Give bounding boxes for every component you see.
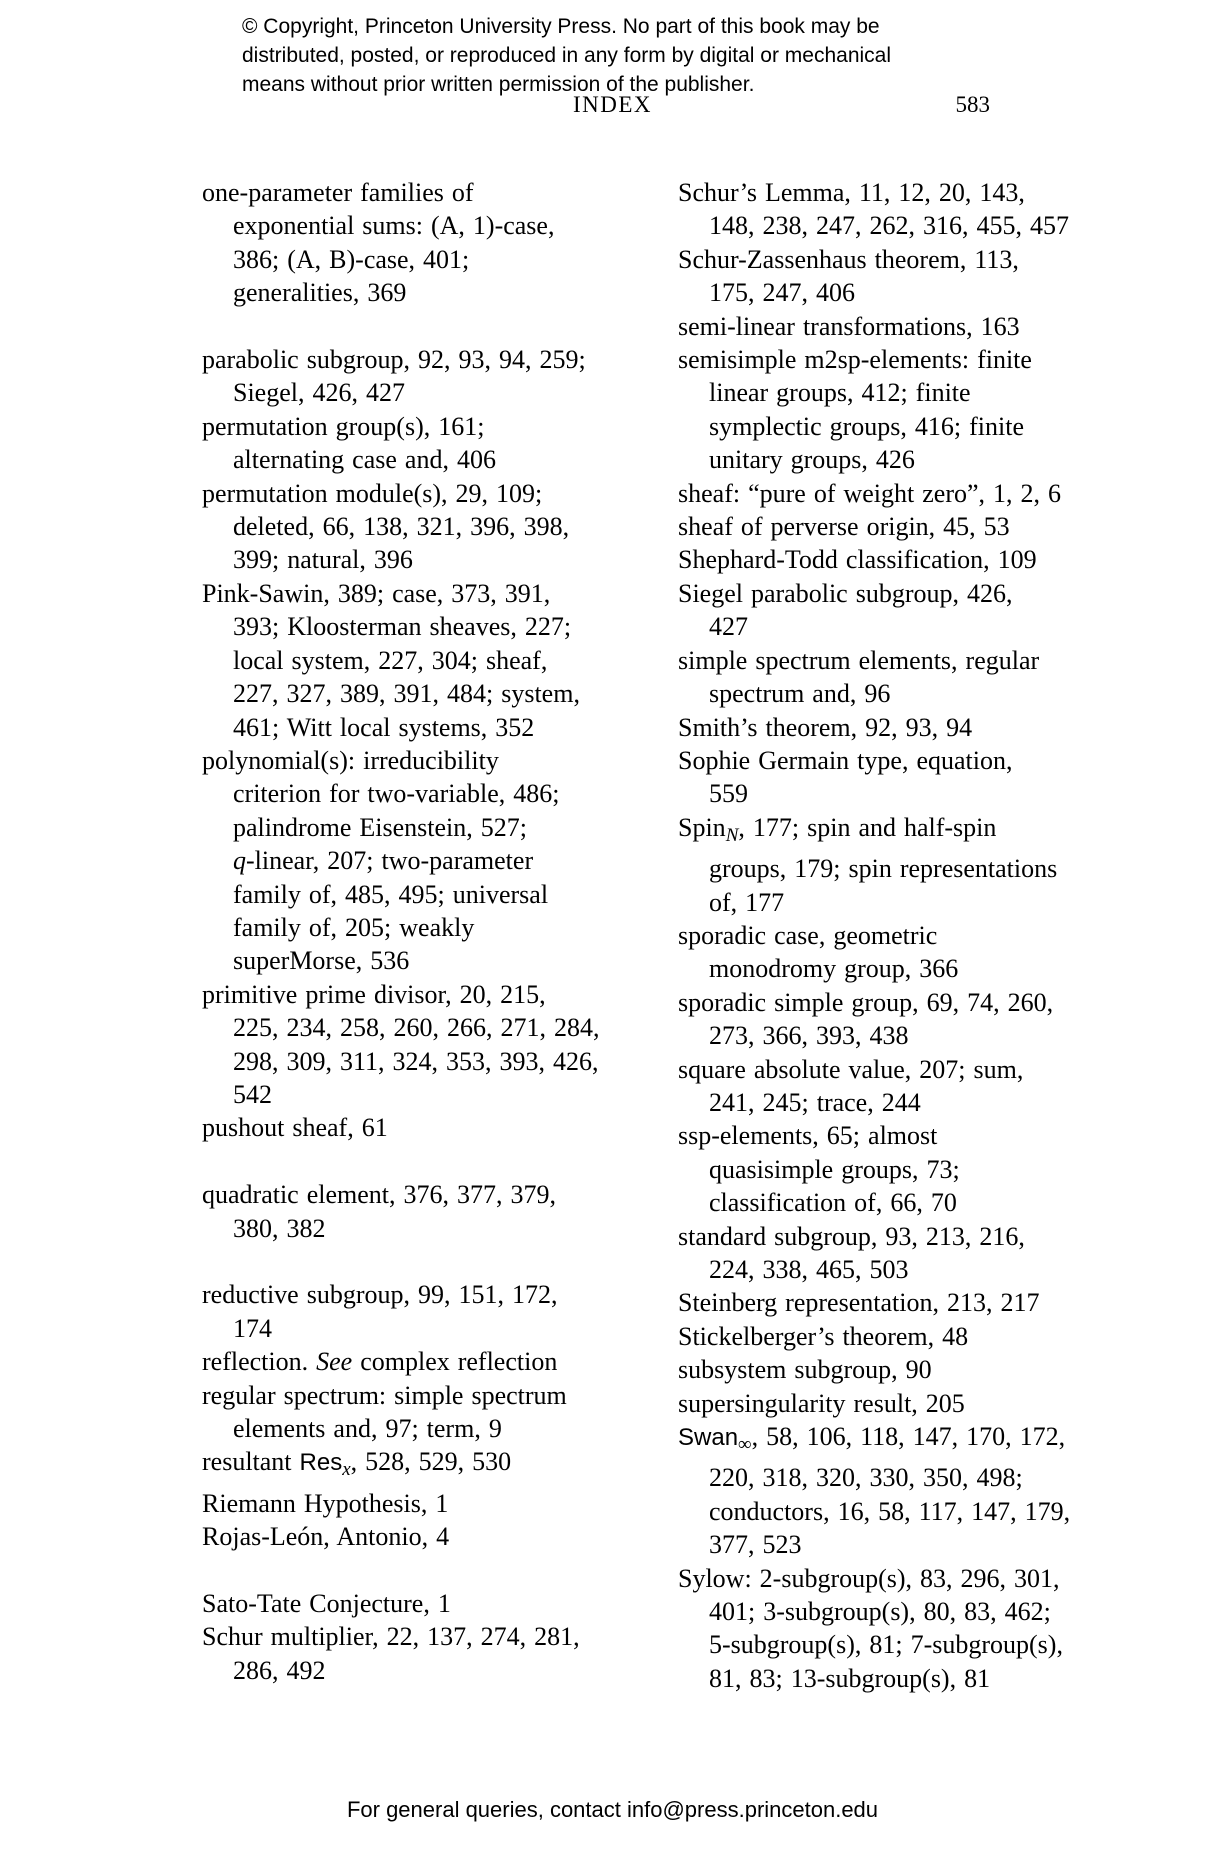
index-line: supersingularity result, 205 bbox=[678, 1388, 965, 1418]
text-segment: reflection. bbox=[202, 1347, 317, 1377]
running-head: INDEX bbox=[572, 92, 653, 117]
index-line: 273, 366, 393, 438 bbox=[709, 1021, 909, 1051]
index-line: 377, 523 bbox=[709, 1530, 802, 1560]
index-line: sporadic simple group, 69, 74, 260, bbox=[678, 987, 1054, 1017]
index-line: generalities, 369 bbox=[233, 278, 407, 308]
index-line: 559 bbox=[709, 779, 748, 809]
text-segment: q bbox=[233, 846, 246, 876]
footer-contact: For general queries, contact info@press.princeton.edu bbox=[346, 1797, 879, 1822]
index-line: 175, 247, 406 bbox=[709, 278, 855, 308]
index-line: deleted, 66, 138, 321, 396, 398, bbox=[233, 512, 570, 542]
index-line: 286, 492 bbox=[233, 1655, 326, 1685]
text-segment: , 177; spin and half-spin bbox=[738, 812, 997, 842]
index-gap bbox=[202, 1554, 654, 1587]
index-line: 224, 338, 465, 503 bbox=[709, 1255, 909, 1284]
text-segment: , 528, 529, 530 bbox=[350, 1447, 512, 1477]
index-line: sheaf of perverse origin, 45, 53 bbox=[678, 512, 1010, 542]
index-line: semi-linear transformations, 163 bbox=[678, 311, 1020, 341]
index-line bbox=[202, 1445, 654, 1486]
index-line: 5-subgroup(s), 81; 7-subgroup(s), bbox=[709, 1630, 1063, 1660]
index-line: 386; (A, B)-case, 401; bbox=[233, 244, 470, 274]
index-line: sheaf: “pure of weight zero”, 1, 2, 6 bbox=[678, 478, 1062, 508]
index-line: reductive subgroup, 99, 151, 172, bbox=[202, 1280, 558, 1310]
index-line: pushout sheaf, 61 bbox=[202, 1113, 388, 1143]
index-line: Smith’s theorem, 92, 93, 94 bbox=[678, 712, 973, 742]
index-line: square absolute value, 207; sum, bbox=[678, 1054, 1024, 1084]
index-line: 225, 234, 258, 260, 266, 271, 284, bbox=[233, 1013, 600, 1043]
index-line: permutation group(s), 161; bbox=[202, 411, 485, 441]
index-line: Sylow: 2-subgroup(s), 83, 296, 301, bbox=[678, 1563, 1060, 1593]
text-segment: Res bbox=[299, 1449, 343, 1477]
text-segment: -linear, 207; two-parameter bbox=[246, 846, 534, 876]
index-line: standard subgroup, 93, 213, 216, bbox=[678, 1221, 1025, 1251]
index-gap bbox=[202, 1245, 654, 1278]
index-line: classification of, 66, 70 bbox=[709, 1188, 957, 1218]
index-line: criterion for two-variable, 486; bbox=[233, 779, 560, 809]
copyright-line-1: © Copyright, Princeton University Press. No part of this book may be bbox=[242, 15, 880, 38]
index-line: parabolic subgroup, 92, 93, 94, 259; bbox=[202, 345, 586, 375]
index-line: exponential sums: (A, 1)-case, bbox=[233, 211, 555, 241]
index-line: 380, 382 bbox=[233, 1213, 326, 1243]
index-line: Siegel parabolic subgroup, 426, bbox=[678, 578, 1013, 608]
index-line: monodromy group, 366 bbox=[709, 954, 959, 984]
index-line: 393; Kloosterman sheaves, 227; bbox=[233, 612, 572, 642]
index-line: 399; natural, 396 bbox=[233, 545, 413, 575]
index-line: primitive prime divisor, 20, 215, bbox=[202, 979, 546, 1009]
index-line: 81, 83; 13-subgroup(s), 81 bbox=[709, 1663, 991, 1693]
index-line: 148, 238, 247, 262, 316, 455, 457 bbox=[709, 211, 1069, 241]
index-line: subsystem subgroup, 90 bbox=[678, 1355, 932, 1385]
index-line bbox=[678, 1420, 1130, 1461]
index-line: quasisimple groups, 73; bbox=[709, 1154, 960, 1184]
index-line: 227, 327, 389, 391, 484; system, bbox=[233, 679, 580, 709]
index-line: 241, 245; trace, 244 bbox=[709, 1087, 921, 1117]
text-segment: , 58, 106, 118, 147, 170, 172, bbox=[751, 1422, 1066, 1452]
index-column-right bbox=[678, 176, 1130, 1695]
index-line: palindrome Eisenstein, 527; bbox=[233, 812, 528, 842]
index-line: semisimple m2sp-elements: finite bbox=[678, 345, 1032, 375]
index-line: Sato-Tate Conjecture, 1 bbox=[202, 1589, 451, 1619]
copyright-line-2: distributed, posted, or reproduced in any form by digital or mechanical bbox=[242, 44, 892, 67]
index-line: permutation module(s), 29, 109; bbox=[202, 478, 543, 508]
index-line: conductors, 16, 58, 117, 147, 179, bbox=[709, 1496, 1071, 1526]
index-line: simple spectrum elements, regular bbox=[678, 645, 1040, 675]
index-line: 461; Witt local systems, 352 bbox=[233, 712, 535, 742]
index-line: superMorse, 536 bbox=[233, 946, 410, 976]
index-line: 174 bbox=[233, 1313, 272, 1343]
index-line: Siegel, 426, 427 bbox=[233, 378, 405, 408]
index-line: Riemann Hypothesis, 1 bbox=[202, 1488, 449, 1518]
text-segment: resultant bbox=[202, 1447, 300, 1477]
index-line: one-parameter families of bbox=[202, 178, 474, 207]
text-segment: complex reflection bbox=[352, 1347, 558, 1377]
index-line: Schur multiplier, 22, 137, 274, 281, bbox=[202, 1622, 580, 1652]
index-line: polynomial(s): irreducibility bbox=[202, 745, 499, 775]
index-line bbox=[678, 811, 1130, 852]
index-line: spectrum and, 96 bbox=[709, 679, 891, 709]
index-line: Rojas-León, Antonio, 4 bbox=[202, 1522, 450, 1552]
index-line: of, 177 bbox=[709, 887, 785, 917]
index-line: 401; 3-subgroup(s), 80, 83, 462; bbox=[709, 1597, 1051, 1627]
index-line: 542 bbox=[233, 1079, 272, 1109]
copyright-line-3: means without prior written permission of the publisher. bbox=[242, 73, 755, 96]
text-segment: N bbox=[725, 824, 739, 846]
index-line: Stickelberger’s theorem, 48 bbox=[678, 1321, 969, 1351]
index-line: groups, 179; spin representations bbox=[709, 854, 1058, 884]
text-segment: x bbox=[342, 1459, 351, 1481]
index-line: Schur’s Lemma, 11, 12, 20, 143, bbox=[678, 178, 1025, 207]
index-line: 298, 309, 311, 324, 353, 393, 426, bbox=[233, 1046, 599, 1076]
index-line: alternating case and, 406 bbox=[233, 445, 496, 475]
index-line: Sophie Germain type, equation, bbox=[678, 745, 1013, 775]
index-line: elements and, 97; term, 9 bbox=[233, 1414, 502, 1444]
index-line: unitary groups, 426 bbox=[709, 445, 915, 475]
index-line: quadratic element, 376, 377, 379, bbox=[202, 1180, 557, 1210]
index-line bbox=[202, 1345, 654, 1378]
text-segment: Swan bbox=[678, 1424, 739, 1452]
text-segment: ∞ bbox=[738, 1434, 752, 1456]
page-number: 583 bbox=[955, 92, 990, 117]
index-line: sporadic case, geometric bbox=[678, 920, 938, 950]
copyright-notice bbox=[242, 12, 891, 99]
index-line: Pink-Sawin, 389; case, 373, 391, bbox=[202, 578, 551, 608]
index-gap bbox=[202, 1145, 654, 1178]
index-column-left bbox=[202, 176, 654, 1687]
index-gap bbox=[202, 310, 654, 343]
index-line: linear groups, 412; finite bbox=[709, 378, 971, 408]
index-line: 220, 318, 320, 330, 350, 498; bbox=[709, 1463, 1023, 1493]
index-line: symplectic groups, 416; finite bbox=[709, 411, 1025, 441]
index-line: family of, 485, 495; universal bbox=[233, 879, 549, 909]
index-line: Steinberg representation, 213, 217 bbox=[678, 1288, 1040, 1318]
index-line: Schur-Zassenhaus theorem, 113, bbox=[678, 244, 1019, 274]
index-line: family of, 205; weakly bbox=[233, 912, 475, 942]
text-segment: See bbox=[316, 1347, 353, 1377]
text-segment: Spin bbox=[678, 812, 726, 842]
index-line bbox=[202, 844, 654, 877]
index-line: Shephard-Todd classification, 109 bbox=[678, 545, 1037, 575]
index-line: local system, 227, 304; sheaf, bbox=[233, 645, 548, 675]
index-line: ssp-elements, 65; almost bbox=[678, 1121, 938, 1151]
index-line: regular spectrum: simple spectrum bbox=[202, 1380, 567, 1410]
index-line: 427 bbox=[709, 612, 748, 642]
